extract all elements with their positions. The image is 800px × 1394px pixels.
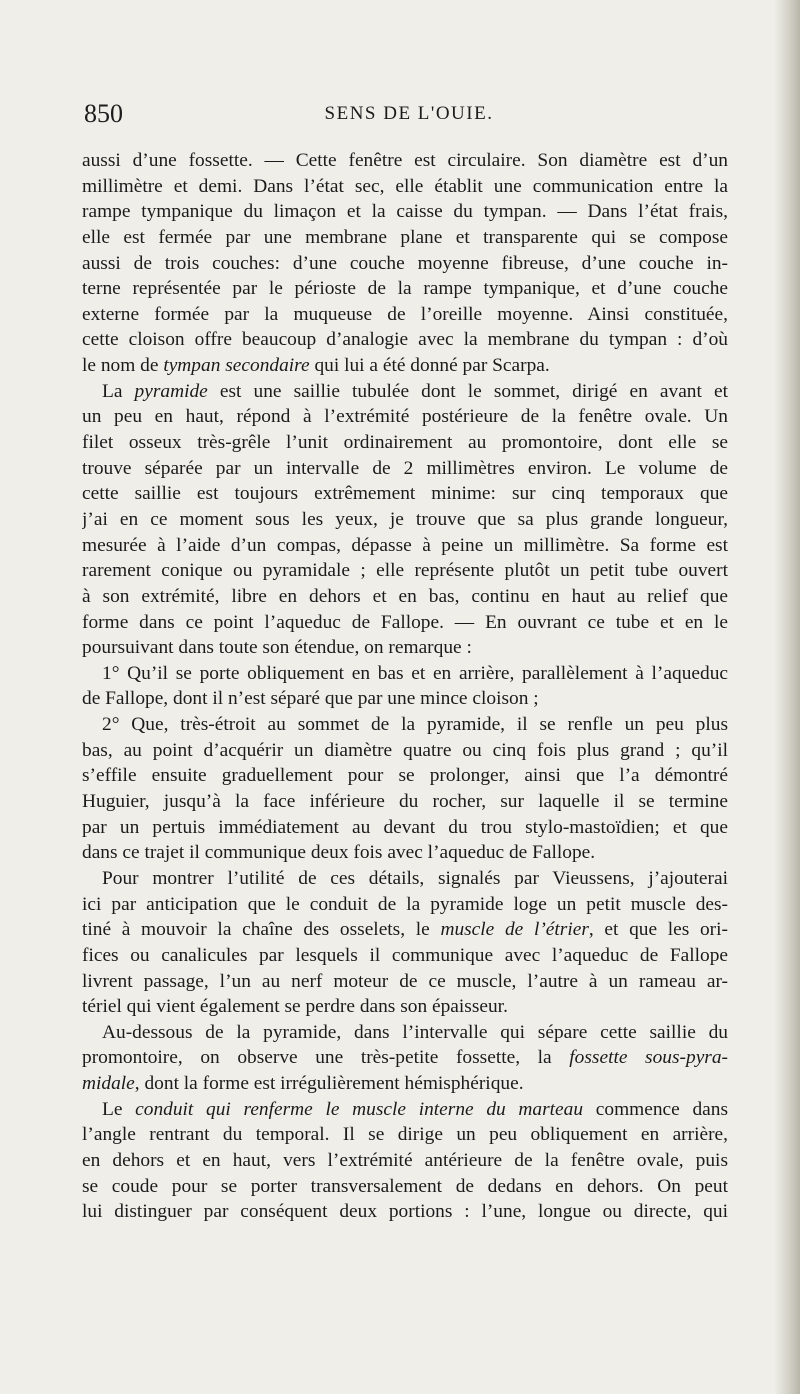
text-line xyxy=(82,225,728,251)
text-run: à son extrémité, libre en dehors et en bas, continu en haut au relief que xyxy=(82,585,728,607)
text-line xyxy=(82,148,728,174)
text-run: millimètre et demi. Dans l’état sec, elle établit une communication entre la xyxy=(82,175,728,197)
text-run: cette saillie est toujours extrêmement minime: sur cinq temporaux que xyxy=(82,483,728,505)
italic-term: midale xyxy=(82,1073,135,1095)
text-run: est une saillie tubulée dont le sommet, dirigé en avant et xyxy=(207,380,728,402)
text-run: cette cloison offre beaucoup d’analogie avec la membrane du tympan : d’où xyxy=(82,329,728,351)
text-run: le nom de xyxy=(82,355,164,377)
text-run: aussi d’une fossette. — Cette fenêtre est circulaire. Son diamètre est d’un xyxy=(82,150,728,171)
text-line xyxy=(82,533,728,559)
text-line xyxy=(82,1199,728,1225)
text-run: livrent passage, l’un au nerf moteur de ce muscle, l’autre à un rameau ar- xyxy=(82,970,728,992)
text-run: se coude pour se porter transversalement de dedans en dehors. On peut xyxy=(82,1175,728,1197)
text-run: , et que les ori- xyxy=(588,919,728,941)
text-line xyxy=(82,481,728,507)
text-run: l’angle rentrant du temporal. Il se dirige un peu obliquement en arrière, xyxy=(82,1124,728,1146)
text-line xyxy=(82,302,728,328)
text-line xyxy=(82,507,728,533)
text-run: Huguier, jusqu’à la face inférieure du rocher, sur laquelle il se termine xyxy=(82,791,728,813)
text-line xyxy=(82,1045,728,1071)
text-line xyxy=(82,353,728,379)
text-run: elle est fermée par une membrane plane et transparente qui se compose xyxy=(82,226,728,248)
text-run: en dehors et en haut, vers l’extrémité antérieure de la fenêtre ovale, puis xyxy=(82,1149,728,1171)
text-run: terne représentée par le périoste de la rampe tympanique, et d’une couche xyxy=(82,278,728,300)
italic-term: tympan secondaire xyxy=(163,355,310,377)
text-line xyxy=(82,917,728,943)
text-line xyxy=(82,1122,728,1148)
text-run: dans ce trajet il communique deux fois avec l’aqueduc de Fallope. xyxy=(82,842,596,864)
text-run: un peu en haut, répond à l’extrémité postérieure de la fenêtre ovale. Un xyxy=(82,406,728,428)
text-run: de Fallope, dont il n’est séparé que par une mince cloison ; xyxy=(82,688,539,710)
text-run: La xyxy=(102,380,135,402)
body-text xyxy=(82,148,728,1225)
text-line xyxy=(82,379,728,405)
text-line xyxy=(82,430,728,456)
italic-term: pyramide xyxy=(134,380,208,402)
text-line xyxy=(82,199,728,225)
text-run: fices ou canalicules par lesquels il communique avec l’aqueduc de Fallope xyxy=(82,944,728,966)
text-line xyxy=(82,840,728,866)
text-line xyxy=(82,276,728,302)
text-run: , dont la forme est irrégulièrement hémisphérique. xyxy=(134,1073,524,1095)
text-run: 2° Que, très-étroit au sommet de la pyramide, il se renfle un peu plus xyxy=(102,714,728,736)
text-run: forme dans ce point l’aqueduc de Fallope. — En ouvrant ce tube et en le xyxy=(82,611,728,633)
text-run: promontoire, on observe une très-petite fossette, la xyxy=(82,1047,570,1069)
italic-term: fossette sous-pyra- xyxy=(569,1047,728,1069)
text-line xyxy=(82,251,728,277)
text-line xyxy=(82,892,728,918)
text-run: ici par anticipation que le conduit de la pyramide loge un petit muscle des- xyxy=(82,893,728,915)
text-run: Pour montrer l’utilité de ces détails, signalés par Vieussens, j’ajouterai xyxy=(102,867,728,889)
text-line xyxy=(82,456,728,482)
text-line xyxy=(82,327,728,353)
text-run: j’ai en ce moment sous les yeux, je trouve que sa plus grande longueur, xyxy=(82,508,728,530)
page-header xyxy=(84,96,734,132)
text-line xyxy=(82,789,728,815)
text-line xyxy=(82,712,728,738)
text-line xyxy=(82,969,728,995)
text-line xyxy=(82,558,728,584)
text-line xyxy=(82,404,728,430)
text-line xyxy=(82,661,728,687)
text-line xyxy=(82,1071,728,1097)
page-number: 850 xyxy=(84,99,123,128)
text-run: bas, au point d’acquérir un diamètre quatre ou cinq fois plus grand ; qu’il xyxy=(82,739,728,761)
text-run: lui distinguer par conséquent deux portions : l’une, longue ou directe, qui xyxy=(82,1201,728,1223)
text-line xyxy=(82,1097,728,1123)
text-line xyxy=(82,994,728,1020)
text-line xyxy=(82,635,728,661)
text-run: 1° Qu’il se porte obliquement en bas et en arrière, parallèlement à l’aqueduc xyxy=(102,662,728,684)
text-line xyxy=(82,1020,728,1046)
text-line xyxy=(82,815,728,841)
text-line xyxy=(82,1148,728,1174)
text-line xyxy=(82,763,728,789)
text-line xyxy=(82,174,728,200)
page-edge-shadow xyxy=(774,0,800,1394)
text-run: Le xyxy=(102,1098,136,1120)
text-run: tériel qui vient également se perdre dans son épaisseur. xyxy=(82,996,508,1018)
text-run: rarement conique ou pyramidale ; elle représente plutôt un petit tube ouvert xyxy=(82,560,728,582)
text-run: rampe tympanique du limaçon et la caisse du tympan. — Dans l’état frais, xyxy=(82,201,728,223)
text-line xyxy=(82,610,728,636)
text-run: s’effile ensuite graduellement pour se prolonger, ainsi que l’a démontré xyxy=(82,765,728,787)
text-run: externe formée par la muqueuse de l’oreille moyenne. Ainsi constituée, xyxy=(82,303,728,325)
text-run: aussi de trois couches: d’une couche moyenne fibreuse, d’une couche in- xyxy=(82,252,728,274)
text-run: tiné à mouvoir la chaîne des osselets, le xyxy=(82,919,441,941)
text-line xyxy=(82,866,728,892)
text-run: filet osseux très-grêle l’unit ordinairement au promontoire, dont elle se xyxy=(82,432,728,454)
text-line xyxy=(82,943,728,969)
text-line xyxy=(82,1174,728,1200)
text-run: par un pertuis immédiatement au devant du trou stylo-mastoïdien; et que xyxy=(82,816,728,838)
text-run: Au-dessous de la pyramide, dans l’intervalle qui sépare cette saillie du xyxy=(102,1021,728,1043)
text-run: poursuivant dans toute son étendue, on remarque : xyxy=(82,637,472,659)
running-head: SENS DE L'OUIE. xyxy=(324,103,494,124)
italic-term: conduit qui renferme le muscle interne du marteau xyxy=(135,1098,584,1120)
text-run: commence dans xyxy=(583,1098,728,1120)
text-run: trouve séparée par un intervalle de 2 millimètres environ. Le volume de xyxy=(82,457,728,479)
text-run: mesurée à l’aide d’un compas, dépasse à peine un millimètre. Sa forme est xyxy=(82,534,728,556)
text-line xyxy=(82,584,728,610)
text-line xyxy=(82,686,728,712)
text-line xyxy=(82,738,728,764)
italic-term: muscle de l’étrier xyxy=(440,919,589,941)
text-run: qui lui a été donné par Scarpa. xyxy=(309,355,550,377)
